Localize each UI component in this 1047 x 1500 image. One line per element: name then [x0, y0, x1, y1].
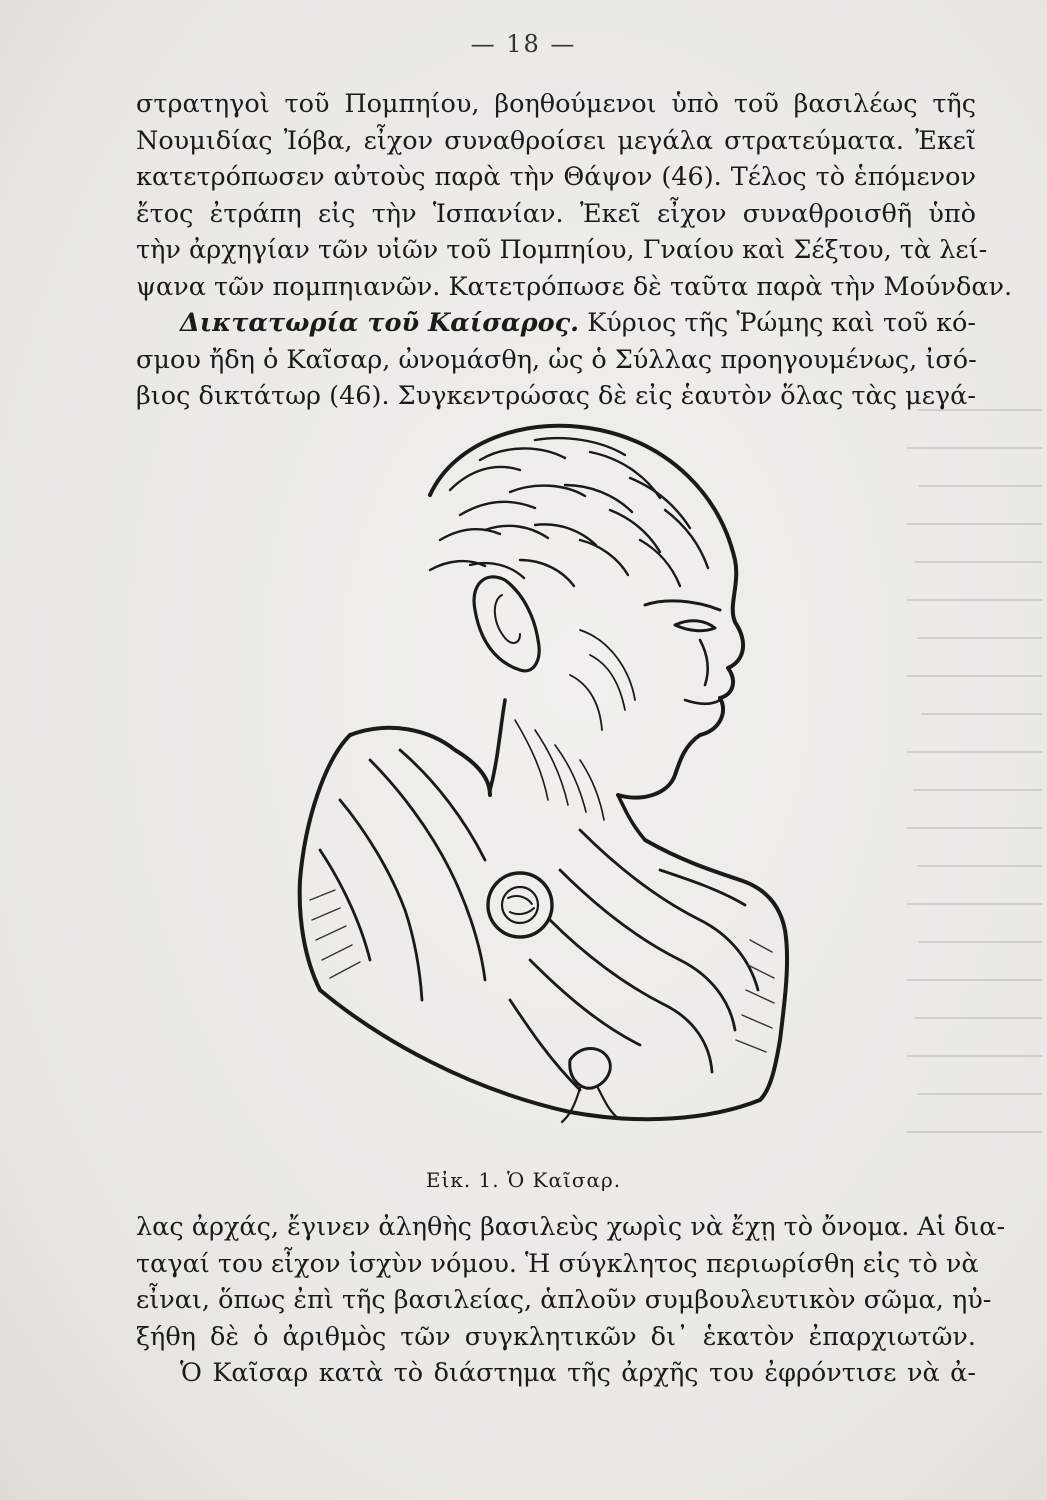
paragraph-3 [136, 1209, 1006, 1355]
toga-knot [570, 1048, 611, 1088]
text-block-top [136, 86, 1013, 415]
text-line: ἔτος ἐτράπη εἰς τὴν Ἱσπανίαν. Ἐκεῖ εἶχον συναθροισθῆ ὑπὸ [136, 198, 976, 229]
nose-line [700, 640, 708, 685]
brooch [488, 873, 552, 937]
text-line: σμου ἤδη ὁ Καῖσαρ, ὠνομάσθη, ὡς ὁ Σύλλας προηγουμένως, ἰσό- [136, 344, 977, 375]
toga-outline [350, 728, 787, 1100]
section-heading: Δικτατωρία τοῦ Καίσαρος. [180, 308, 580, 338]
text-line: ξήθη δὲ ὁ ἀριθμὸς τῶν συγκλητικῶν δι᾽ ἑκατὸν ἐπαρχιωτῶν. [136, 1321, 976, 1352]
heading-line-rest: Κύριος τῆς Ῥώμης καὶ τοῦ κό- [579, 308, 976, 338]
mouth-line [685, 700, 720, 704]
bust-left-edge [300, 735, 350, 990]
head-outline [430, 426, 743, 798]
caesar-bust-engraving [280, 400, 800, 1145]
text-line: στρατηγοὶ τοῦ Πομπηίου, βοηθούμενοι ὑπὸ τοῦ βασιλέως τῆς [136, 89, 976, 119]
eye [675, 621, 715, 631]
text-line: ψανα τῶν πομπηιανῶν. Κατετρόπωσε δὲ ταῦτα παρὰ τὴν Μούνδαν. [136, 271, 1013, 302]
bleed-through-texture [907, 390, 1047, 1150]
bust-base [320, 990, 760, 1119]
ear-outline [474, 577, 539, 671]
text-line: βιος δικτάτωρ (46). Συγκεντρώσας δὲ εἰς ἑαυτὸν ὅλας τὰς μεγά- [136, 381, 976, 411]
text-line: Νουμιδίας Ἰόβα, εἶχον συναθροίσει μεγάλα στρατεύματα. Ἐκεῖ [136, 125, 976, 156]
text-line: κατετρόπωσεν αὐτοὺς παρὰ τὴν Θάψον (46). Τέλος τὸ ἑπόμενον [136, 162, 976, 192]
cheek-shading [570, 630, 635, 730]
paragraph-2 [136, 305, 976, 415]
paragraph-4 [136, 1355, 976, 1392]
text-line [136, 305, 976, 342]
text-line: Ὁ Καῖσαρ κατὰ τὸ διάστημα τῆς ἀρχῆς του ἐφρόντισε νὰ ἀ- [180, 1358, 976, 1388]
text-line: ταγαί του εἶχον ἰσχὺν νόμου. Ἡ σύγκλητος περιωρίσθη εἰς τὸ νὰ [136, 1248, 979, 1279]
figure-caption: Εἰκ. 1. Ὁ Καῖσαρ. [425, 1168, 622, 1192]
text-line: λας ἀρχάς, ἔγινεν ἀληθὴς βασιλεὺς χωρὶς νὰ ἔχῃ τὸ ὄνομα. Αἱ δια- [136, 1212, 1006, 1242]
page-number: — 18 — [470, 30, 577, 58]
brow-line [645, 601, 720, 610]
text-block-bottom [136, 1209, 1006, 1392]
paragraph-1 [136, 86, 1013, 305]
text-line: τὴν ἀρχηγίαν τῶν υἱῶν τοῦ Πομπηίου, Γναίου καὶ Σέξτου, τὰ λεί- [136, 235, 988, 265]
neck-outline [490, 700, 645, 840]
text-line: εἶναι, ὅπως ἐπὶ τῆς βασιλείας, ἁπλοῦν συμβουλευτικὸν σῶμα, ηὐ- [136, 1285, 992, 1315]
